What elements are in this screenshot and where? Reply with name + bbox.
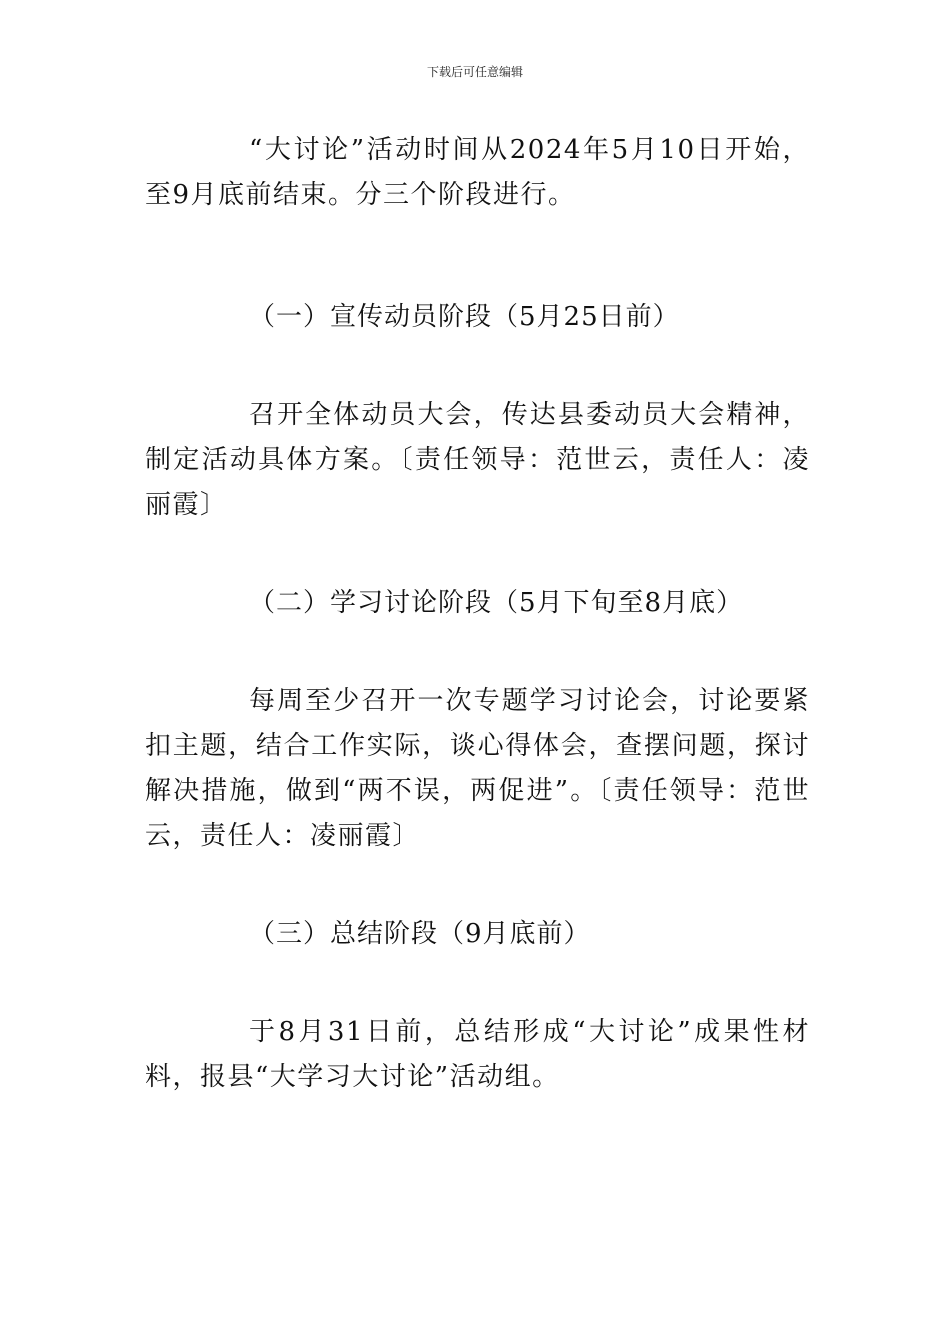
spacer <box>145 626 810 679</box>
page-header: 下载后可任意编辑 <box>426 65 523 79</box>
spacer <box>145 340 810 393</box>
stage1-heading: （一）宣传动员阶段（5月25日前） <box>249 302 680 332</box>
spacer <box>145 528 810 581</box>
document-body <box>145 128 810 1100</box>
stage1-body: 召开全体动员大会，传达县委动员大会精神，制定活动具体方案。〔责任领导：范世云，责任人：凌丽霞〕 <box>145 400 810 520</box>
stage2-body: 每周至少召开一次专题学习讨论会，讨论要紧扣主题，结合工作实际，谈心得体会，查摆问题，探讨解决措施，做到“两不误，两促进”。〔责任领导：范世云，责任人：凌丽霞〕 <box>145 686 810 851</box>
stage3-body: 于8月31日前，总结形成“大讨论”成果性材料，报县“大学习大讨论”活动组。 <box>145 1017 810 1092</box>
spacer <box>145 957 810 1010</box>
stage3-heading: （三）总结阶段（9月底前） <box>249 919 591 949</box>
stage2-heading: （二）学习讨论阶段（5月下旬至8月底） <box>249 588 744 618</box>
intro-paragraph: “大讨论”活动时间从2024年5月10日开始，至9月底前结束。分三个阶段进行。 <box>145 135 810 210</box>
spacer <box>145 859 810 912</box>
spacer <box>145 218 810 295</box>
